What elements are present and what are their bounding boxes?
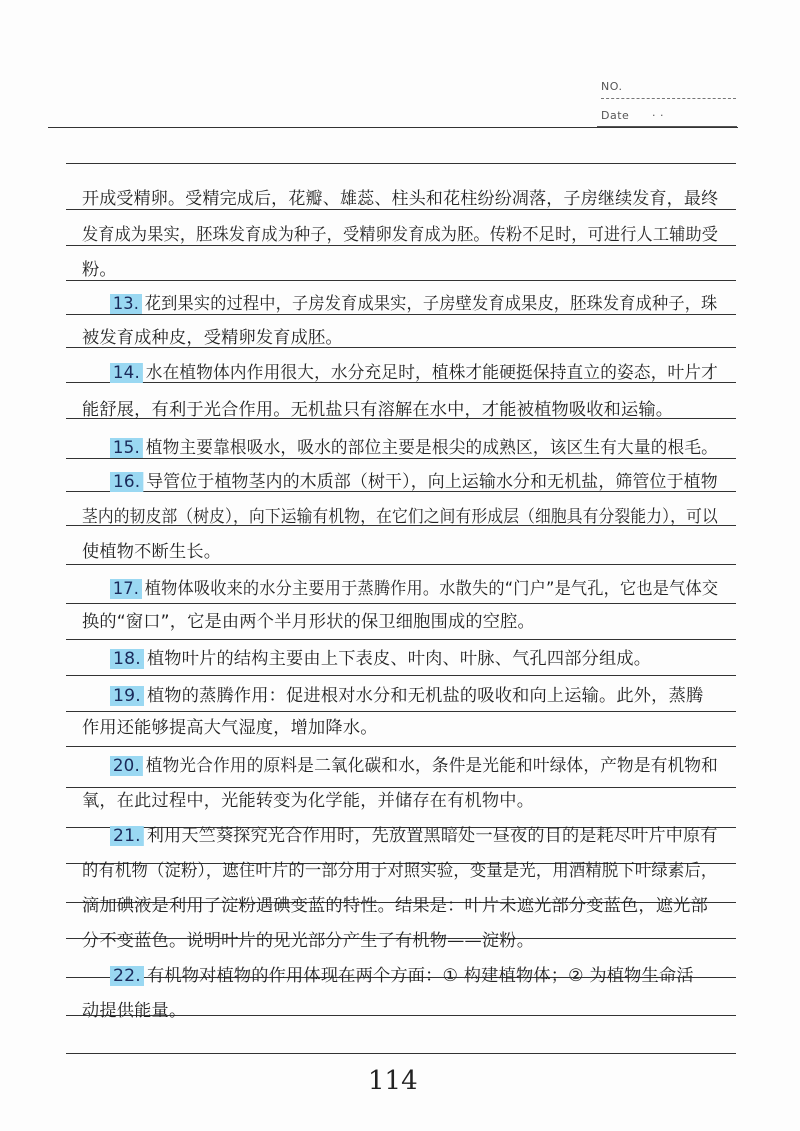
text-line xyxy=(82,611,535,633)
text-line xyxy=(82,327,343,349)
text-line xyxy=(110,471,718,493)
line-text: 植物叶片的结构主要由上下表皮、叶肉、叶脉、气孔四部分组成。 xyxy=(146,649,652,669)
line-text: 分不变蓝色。说明叶片的见光部分产生了有机物——淀粉。 xyxy=(82,931,535,951)
item-number: 17. xyxy=(110,579,142,599)
ruled-line xyxy=(66,746,736,747)
text-line xyxy=(82,224,718,246)
line-text: 开成受精卵。受精完成后，花瓣、雄蕊、柱头和花柱纷纷凋落，子房继续发育，最终 xyxy=(82,189,719,209)
date-label: Date xyxy=(601,109,630,122)
ruled-line xyxy=(66,639,736,640)
text-line xyxy=(82,188,718,210)
text-line xyxy=(82,895,708,917)
text-line xyxy=(82,1000,186,1022)
text-line xyxy=(110,293,717,315)
text-line xyxy=(110,825,718,847)
line-text: 植物体吸收来的水分主要用于蒸腾作用。水散失的“门户”是气孔，它也是气体交 xyxy=(144,579,719,599)
line-text: 能舒展，有利于光合作用。无机盐只有溶解在水中，才能被植物吸收和运输。 xyxy=(82,400,674,420)
text-line xyxy=(110,362,718,384)
line-text: 动提供能量。 xyxy=(82,1001,187,1021)
item-number: 20. xyxy=(110,756,143,776)
line-text: 花到果实的过程中，子房发育成果实，子房壁发育成果皮，胚珠发育成种子，珠 xyxy=(144,294,718,314)
line-text: 氧，在此过程中，光能转变为化学能，并储存在有机物中。 xyxy=(82,791,535,811)
line-text: 滴加碘液是利用了淀粉遇碘变蓝的特性。结果是：叶片未遮光部分变蓝色，遮光部 xyxy=(82,896,708,916)
item-number: 22. xyxy=(110,966,144,986)
item-number: 16. xyxy=(110,472,143,492)
line-text: 利用天竺葵探究光合作用时，先放置黑暗处一昼夜的目的是耗尽叶片中原有 xyxy=(146,826,718,846)
no-label: NO. xyxy=(601,80,623,93)
item-number: 19. xyxy=(110,686,144,706)
line-text: 水在植物体内作用很大，水分充足时，植株才能硬挺保持直立的姿态，叶片才 xyxy=(145,363,719,383)
line-text: 发育成为果实，胚珠发育成为种子，受精卵发育成为胚。传粉不足时，可进行人工辅助受 xyxy=(82,225,719,245)
line-text: 被发育成种皮，受精卵发育成胚。 xyxy=(82,328,343,348)
text-line xyxy=(110,685,703,707)
line-text: 粉。 xyxy=(82,260,117,280)
text-line xyxy=(82,860,717,882)
text-line xyxy=(82,930,534,952)
text-line xyxy=(110,437,718,459)
line-text: 的有机物（淀粉），遮住叶片的一部分用于对照实验，变量是光，用酒精脱下叶绿素后， xyxy=(82,861,718,881)
line-text: 作用还能够提高大气湿度，增加降水。 xyxy=(82,718,378,738)
text-line xyxy=(110,965,694,987)
item-number: 18. xyxy=(110,649,144,669)
line-text: 植物光合作用的原料是二氧化碳和水，条件是光能和叶绿体，产物是有机物和 xyxy=(145,756,719,776)
text-line xyxy=(110,578,718,600)
line-text: 有机物对植物的作用体现在两个方面：① 构建植物体；② 为植物生命活 xyxy=(146,966,694,986)
text-line xyxy=(82,717,378,739)
ruled-line xyxy=(66,1053,736,1054)
text-line xyxy=(82,790,534,812)
line-text: 换的“窗口”，它是由两个半月形状的保卫细胞围成的空腔。 xyxy=(82,612,535,632)
date-dots: · · xyxy=(652,109,664,122)
item-number: 14. xyxy=(110,363,143,383)
item-number: 21. xyxy=(110,826,144,846)
text-line xyxy=(110,755,718,777)
line-text: 导管位于植物茎内的木质部（树干），向上运输水分和无机盐，筛管位于植物 xyxy=(146,472,718,492)
line-text: 使植物不断生长。 xyxy=(82,542,222,562)
line-text: 茎内的韧皮部（树皮），向下运输有机物，在它们之间有形成层（细胞具有分裂能力），可以 xyxy=(82,507,718,527)
item-number: 15. xyxy=(110,438,143,458)
text-line xyxy=(82,506,718,528)
ruled-line xyxy=(66,163,736,164)
no-dotted-line xyxy=(601,98,736,99)
ruled-line xyxy=(66,787,736,788)
ruled-line xyxy=(66,711,736,712)
ruled-line xyxy=(66,603,736,604)
ruled-line xyxy=(66,675,736,676)
ruled-line xyxy=(48,127,738,128)
line-text: 植物主要靠根吸水，吸水的部位主要是根尖的成熟区，该区生有大量的根毛。 xyxy=(145,438,719,458)
text-line xyxy=(82,399,673,421)
item-number: 13. xyxy=(110,294,142,314)
page-number: 114 xyxy=(368,1066,418,1096)
ruled-line xyxy=(66,564,736,565)
line-text: 植物的蒸腾作用：促进根对水分和无机盐的吸收和向上运输。此外，蒸腾 xyxy=(146,686,704,706)
text-line xyxy=(82,541,221,563)
text-line xyxy=(110,648,651,670)
text-line xyxy=(82,259,117,281)
ruled-line xyxy=(66,280,736,281)
